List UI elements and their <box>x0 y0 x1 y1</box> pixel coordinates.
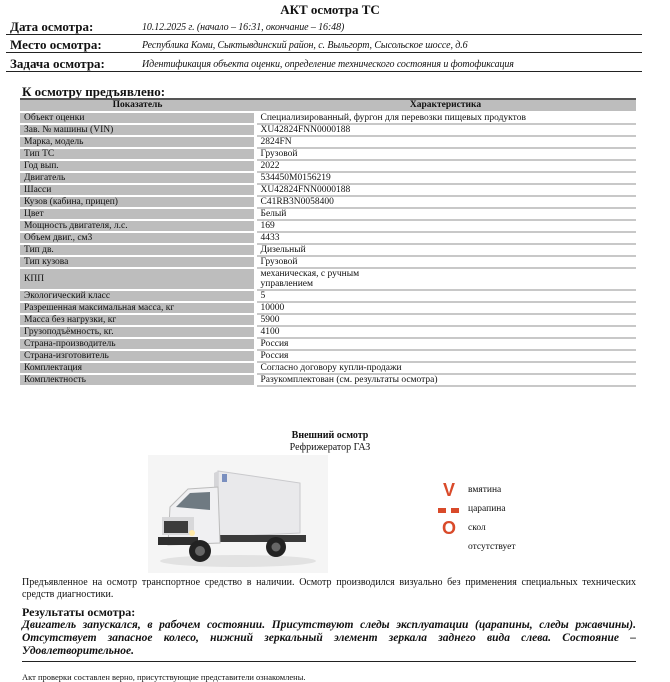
row-key: Двигатель <box>20 172 255 184</box>
row-key: КПП <box>20 268 255 290</box>
legend-label: отсутствует <box>468 541 516 552</box>
table-row <box>20 256 636 268</box>
row-value: Россия <box>255 350 636 362</box>
row-key: Шасси <box>20 184 255 196</box>
column-header: Показатель <box>20 99 255 112</box>
table-row <box>20 268 636 290</box>
row-value-line: механическая, с ручным <box>260 269 360 279</box>
row-value: 5900 <box>255 314 636 326</box>
damage-legend <box>430 480 516 556</box>
row-key: Масса без нагрузки, кг <box>20 314 255 326</box>
row-value: Разукомплектован (см. результаты осмотра) <box>255 374 636 386</box>
dent-icon: V <box>442 479 455 500</box>
row-value-line: управлением <box>260 279 314 289</box>
table-row <box>20 184 636 196</box>
chip-icon: O <box>441 517 456 538</box>
meta-row-task <box>6 56 642 72</box>
section-heading: К осмотру предъявлено: <box>22 84 166 99</box>
table-row <box>20 196 636 208</box>
row-key: Марка, модель <box>20 136 255 148</box>
row-key: Тип кузова <box>20 256 255 268</box>
truck-photo <box>148 455 328 573</box>
meta-label: Дата осмотра: <box>10 19 94 34</box>
scratch-icon <box>430 500 468 518</box>
table-header-row <box>20 99 636 112</box>
results-text: Двигатель запускался, в рабочем состоянии. Присутствуют следы эксплуатации (царапины, следы ржавчины). Отсутствует запасное колесо, нижний зеркальный элемент зеркала заднего вида слева. Состояние – Удовлетворительное. <box>22 619 636 662</box>
meta-value: Республика Коми, Сыктывдинский район, с. Выльгорт, Сысольское шоссе, д.6 <box>142 40 468 51</box>
table-row <box>20 220 636 232</box>
table-row <box>20 148 636 160</box>
row-value: XU42824FNN0000188 <box>255 184 636 196</box>
table-row <box>20 112 636 124</box>
table-row <box>20 350 636 362</box>
row-value: Специализированный, фургон для перевозки пищевых продуктов <box>255 112 636 124</box>
row-key: Год вып. <box>20 160 255 172</box>
row-value: Белый <box>255 208 636 220</box>
column-header: Характеристика <box>255 99 636 112</box>
row-value: 4433 <box>255 232 636 244</box>
row-value: 5 <box>255 290 636 302</box>
table-row <box>20 124 636 136</box>
external-inspection-subtitle: Рефрижератор ГАЗ <box>289 442 371 453</box>
row-value: 10000 <box>255 302 636 314</box>
meta-row-date <box>6 19 642 35</box>
table-row <box>20 208 636 220</box>
row-key: Комплектность <box>20 374 255 386</box>
table-row <box>20 302 636 314</box>
row-value: C41RB3N0058400 <box>255 196 636 208</box>
row-value: Грузовой <box>255 256 636 268</box>
row-key: Комплектация <box>20 362 255 374</box>
row-value: Согласно договору купли-продажи <box>255 362 636 374</box>
table-row <box>20 326 636 338</box>
row-key: Разрешенная максимальная масса, кг <box>20 302 255 314</box>
table-row <box>20 362 636 374</box>
legend-item-missing <box>430 537 516 556</box>
row-key: Зав. № машины (VIN) <box>20 124 255 136</box>
legend-label: вмятина <box>468 484 502 495</box>
row-key: Мощность двигателя, л.с. <box>20 220 255 232</box>
table-row <box>20 314 636 326</box>
truck-icon <box>148 455 328 573</box>
external-inspection-title: Внешний осмотр <box>291 430 369 441</box>
row-value: 169 <box>255 220 636 232</box>
row-value: 2824FN <box>255 136 636 148</box>
footer-statement: Акт проверки составлен верно, присутствующие представители ознакомлены. <box>22 672 306 682</box>
meta-label: Задача осмотра: <box>10 56 105 71</box>
table-row <box>20 172 636 184</box>
row-key: Цвет <box>20 208 255 220</box>
row-value: 4100 <box>255 326 636 338</box>
meta-label: Место осмотра: <box>10 37 102 52</box>
row-key: Объем двиг., см3 <box>20 232 255 244</box>
results-heading: Результаты осмотра: <box>22 605 136 619</box>
table-row <box>20 244 636 256</box>
legend-item-dent <box>430 480 516 499</box>
row-key: Грузоподъёмность, кг. <box>20 326 255 338</box>
row-value: XU42824FNN0000188 <box>255 124 636 136</box>
row-key: Экологический класс <box>20 290 255 302</box>
meta-value: Идентификация объекта оценки, определение технического состояния и фотофиксация <box>142 59 514 70</box>
row-value: Грузовой <box>255 148 636 160</box>
row-value: Россия <box>255 338 636 350</box>
table-row <box>20 232 636 244</box>
table-row <box>20 136 636 148</box>
row-value: 2022 <box>255 160 636 172</box>
legend-item-scratch <box>430 499 516 518</box>
meta-value: 10.12.2025 г. (начало – 16:31, окончание – 16:48) <box>142 22 345 33</box>
row-key: Тип дв. <box>20 244 255 256</box>
table-row <box>20 290 636 302</box>
table-row <box>20 374 636 386</box>
row-key: Страна-производитель <box>20 338 255 350</box>
row-key: Тип ТС <box>20 148 255 160</box>
vehicle-spec-table <box>20 98 636 387</box>
row-key: Кузов (кабина, прицеп) <box>20 196 255 208</box>
inspection-note: Предъявленное на осмотр транспортное средство в наличии. Осмотр производился визуально без применения специальных технических средств диагностики. <box>22 577 636 600</box>
legend-item-chip <box>430 518 516 537</box>
legend-label: скол <box>468 522 486 533</box>
row-value: 534450M0156219 <box>255 172 636 184</box>
meta-row-place <box>6 37 642 53</box>
row-key: Страна-изготовитель <box>20 350 255 362</box>
legend-label: царапина <box>468 503 506 514</box>
row-value <box>255 268 636 290</box>
row-value: Дизельный <box>255 244 636 256</box>
table-row <box>20 160 636 172</box>
row-key: Объект оценки <box>20 112 255 124</box>
document-title: АКТ осмотра ТС <box>280 2 380 17</box>
table-row <box>20 338 636 350</box>
